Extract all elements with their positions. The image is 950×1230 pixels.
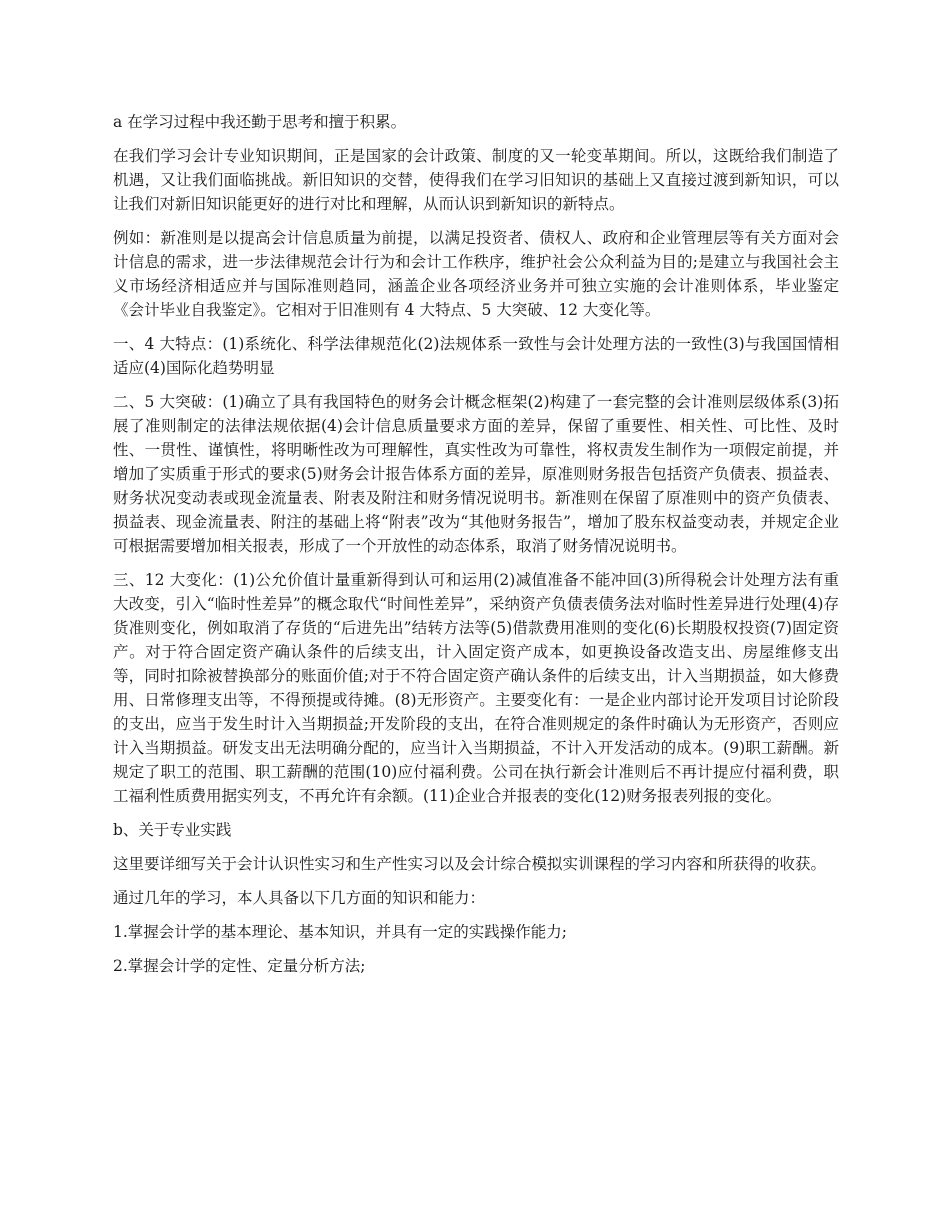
paragraph-abilities-intro: 通过几年的学习，本人具备以下几方面的知识和能力： <box>113 889 486 907</box>
list-item-ability-2: 2.掌握会计学的定性、定量分析方法; <box>113 957 366 975</box>
paragraph-policy-change: 在我们学习会计专业知识期间，正是国家的会计政策、制度的又一轮变革期间。所以，这既给我们制造了机遇，又让我们面临挑战。新旧知识的交替，使得我们在学习旧知识的基础上又直接过渡到新知识，可以让我们对新旧知识能更好的进行对比和理解，从而认识到新知识的新特点。 <box>113 147 839 213</box>
document-page <box>113 110 839 988</box>
section-heading-practice: b、关于专业实践 <box>113 821 232 839</box>
paragraph-intro-a: a 在学习过程中我还勤于思考和擅于积累。 <box>113 113 407 131</box>
paragraph-four-features: 一、4 大特点：(1)系统化、科学法律规范化(2)法规体系一致性与会计处理方法的一致性(3)与我国国情相适应(4)国际化趋势明显 <box>113 335 839 377</box>
paragraph-internship-details: 这里要详细写关于会计认识性实习和生产性实习以及会计综合模拟实训课程的学习内容和所获得的收获。 <box>113 855 827 873</box>
list-item-ability-1: 1.掌握会计学的基本理论、基本知识，并具有一定的实践操作能力; <box>113 923 568 941</box>
paragraph-five-breakthroughs: 二、5 大突破：(1)确立了具有我国特色的财务会计概念框架(2)构建了一套完整的会计准则层级体系(3)拓展了准则制定的法律法规依据(4)会计信息质量要求方面的差异，保留了重要性、相关性、可比性、及时性、一贯性、谨慎性，将明晰性改为可理解性，真实性改为可靠性，将权责发生制作为一项假定前提，并增加了实质重于形式的要求(5)财务会计报告体系方面的差异，原准则财务报告包括资产负债表、损益表、财务状况变动表或现金流量表、附表及附注和财务情况说明书。新准则在保留了原准则中的资产负债表、损益表、现金流量表、附注的基础上将“附表”改为“其他财务报告”，增加了股东权益变动表，并规定企业可根据需要增加相关报表，形成了一个开放性的动态体系，取消了财务情况说明书。 <box>113 393 839 555</box>
paragraph-twelve-changes: 三、12 大变化：(1)公允价值计量重新得到认可和运用(2)减值准备不能冲回(3)所得税会计处理方法有重大改变，引入“临时性差异”的概念取代“时间性差异”，采纳资产负债表债务法对临时性差异进行处理(4)存货准则变化，例如取消了存货的“后进先出”结转方法等(5)借款费用准则的变化(6)长期股权投资(7)固定资产。对于符合固定资产确认条件的后续支出，计入固定资产成本，如更换设备改造支出、房屋维修支出等，同时扣除被替换部分的账面价值;对于不符合固定资产确认条件的后续支出，计入当期损益，如大修费用、日常修理支出等，不得预提或待摊。(8)无形资产。主要变化有：一是企业内部讨论开发项目讨论阶段的支出，应当于发生时计入当期损益;开发阶段的支出，在符合准则规定的条件时确认为无形资产，否则应计入当期损益。研发支出无法明确分配的，应当计入当期损益，不计入开发活动的成本。(9)职工薪酬。新规定了职工的范围、职工薪酬的范围(10)应付福利费。公司在执行新会计准则后不再计提应付福利费，职工福利性质费用据实列支，不再允许有余额。(11)企业合并报表的变化(12)财务报表列报的变化。 <box>113 571 839 805</box>
paragraph-new-standards-example: 例如：新准则是以提高会计信息质量为前提，以满足投资者、债权人、政府和企业管理层等有关方面对会计信息的需求，进一步法律规范会计行为和会计工作秩序，维护社会公众利益为目的;是建立与我国社会主义市场经济相适应并与国际准则趋同，涵盖企业各项经济业务并可独立实施的会计准则体系，毕业鉴定《会计毕业自我鉴定》。它相对于旧准则有 4 大特点、5 大突破、12 大变化等。 <box>113 229 839 319</box>
